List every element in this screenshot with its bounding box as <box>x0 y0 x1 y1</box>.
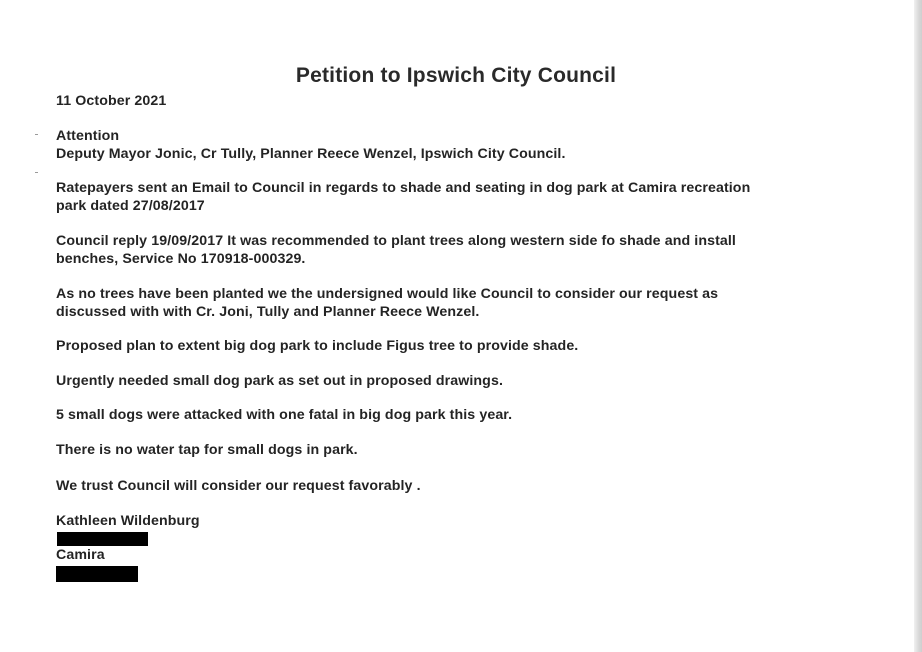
scan-speck <box>35 134 38 135</box>
signatory-suburb: Camira <box>56 547 105 563</box>
document-date: 11 October 2021 <box>56 93 167 109</box>
paragraph-3-line-2: discussed with with Cr. Joni, Tully and Planner Reece Wenzel. <box>56 304 480 320</box>
signatory-name: Kathleen Wildenburg <box>56 513 200 529</box>
paragraph-1-line-2: park dated 27/08/2017 <box>56 198 205 214</box>
recipients-line: Deputy Mayor Jonic, Cr Tully, Planner Reece Wenzel, Ipswich City Council. <box>56 146 566 162</box>
paragraph-2-line-1: Council reply 19/09/2017 It was recommended to plant trees along western side fo shade and install <box>56 233 736 249</box>
paragraph-2-line-2: benches, Service No 170918-000329. <box>56 251 306 267</box>
paragraph-7: There is no water tap for small dogs in park. <box>56 442 358 458</box>
paragraph-5: Urgently needed small dog park as set out in proposed drawings. <box>56 373 503 389</box>
attention-label: Attention <box>56 128 120 144</box>
scan-speck <box>35 172 38 173</box>
paragraph-4: Proposed plan to extent big dog park to include Figus tree to provide shade. <box>56 338 579 354</box>
paragraph-1-line-1: Ratepayers sent an Email to Council in regards to shade and seating in dog park at Camira recreation <box>56 180 751 196</box>
document-title: Petition to Ipswich City Council <box>295 64 617 87</box>
paragraph-6: 5 small dogs were attacked with one fatal in big dog park this year. <box>56 407 513 423</box>
redaction-bar <box>57 532 148 546</box>
scan-edge-shadow <box>914 0 922 652</box>
paragraph-3-line-1: As no trees have been planted we the undersigned would like Council to consider our request as <box>56 286 719 302</box>
redaction-bar <box>56 566 138 582</box>
paragraph-8: We trust Council will consider our request favorably . <box>56 478 421 494</box>
